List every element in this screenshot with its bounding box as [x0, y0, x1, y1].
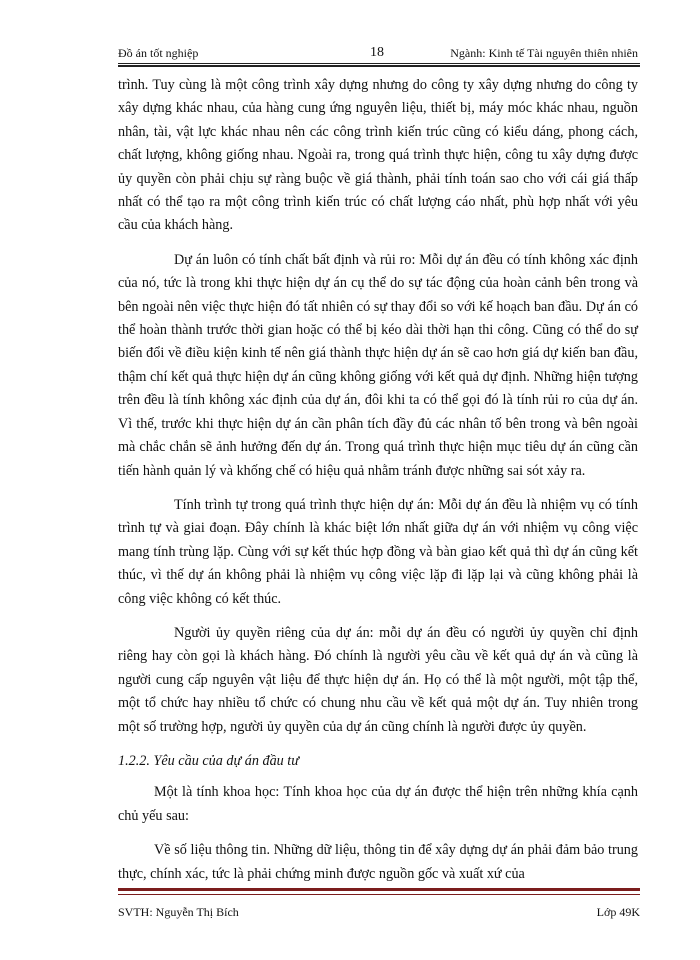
header-rule: [118, 63, 640, 64]
paragraph-4: Người ủy quyền riêng của dự án: mỗi dự án đều có người ủy quyền chỉ định riêng hay còn gọi là khách hàng. Đó chính là người yêu cầu về kết quả dự án và cũng là người cung cấp nguyên vật liệu để thực hiện dự án. Họ có thể là một người, một tập thể, một tổ chức hay nhiều tổ chức có chung nhu cầu về kết quả một dự án. Tuy nhiên trong một số trường hợp, người ủy quyền của dự án cũng chính là người được ủy quyền.: [118, 624, 638, 735]
header-left-text: Đồ án tốt nghiệp: [118, 46, 199, 60]
page-number: 18: [370, 45, 384, 60]
footer-rule-thin: [118, 894, 640, 895]
paragraph-1: trình. Tuy cùng là một công trình xây dựng nhưng do công ty xây dựng nhưng do công ty xây dựng khác nhau, của hàng cung ứng nguyên liệu, thiết bị, máy móc khác nhau, nguồn nhân, tài, vật lực khác nhau nên các công trình kiến trúc cũng có kiểu dáng, phong cách, chất lượng, không giống nhau. Ngoài ra, trong quá trình thực hiện, công tu xây dựng được ủy quyền còn phải chịu sự ràng buộc về giá thành, phải tính toán sao cho với cái giá thấp nhất có thể tạo ra một công trình kiến trúc có chất lượng cáo nhất, phù hợp nhất với yêu cầu của khách hàng.: [118, 77, 638, 234]
paragraph-2: Dự án luôn có tính chất bất định và rủi ro: Mỗi dự án đều có tính không xác định của nó, tức là trong khi thực hiện dự án cụ thể do sự tác động của hoàn cảnh bên trong và bên ngoài nên việc thực hiện đó tất nhiên có sự thay đổi so với kế hoạch ban đầu. Dự án có thể hoàn thành trước thời gian hoặc có thể bị kéo dài thời hạn thi công. Cũng có thể do sự biến đổi về điều kiện kinh tế nên giá thành thực hiện dự án sẽ cao hơn giá dự kiến ban đầu, thậm chí kết quả thực hiện dự án cũng không giống với kết quả dự định. Những hiện tượng trên đều là tính không xác định của dự án, đôi khi ta có thể gọi đó là tính rủi ro của dự án. Vì thế, trước khi thực hiện dự án cần phân tích đầy đủ các nhân tố bên trong và bên ngoài mà chắc chắn sẽ ảnh hưởng đến dự án. Trong quá trình thực hiện mục tiêu dự án cũng cần tiến hành quản lý và khống chế có hiệu quả nhằm tránh được những sai sót xảy ra.: [118, 251, 638, 479]
footer-author: SVTH: Nguyễn Thị Bích: [118, 905, 239, 919]
paragraph-3: Tính trình tự trong quá trình thực hiện dự án: Mỗi dự án đều là nhiệm vụ có tính trình tự và giai đoạn. Đây chính là khác biệt lớn nhất giữa dự án với nhiệm vụ công việc mang tính trùng lặp. Cùng với sự kết thúc hợp đồng và bàn giao kết quả thì dự án cũng kết thúc, vì thế dự án không phải là nhiệm vụ công việc lặp đi lặp lại và cũng không phải là công việc không có kết thúc.: [118, 496, 638, 607]
footer-rule-thick: [118, 888, 640, 891]
header-right-text: Ngành: Kinh tế Tài nguyên thiên nhiên: [450, 46, 638, 60]
footer-class: Lớp 49K: [596, 905, 640, 919]
paragraph-6: Về số liệu thông tin. Những dữ liệu, thông tin để xây dựng dự án phải đảm bảo trung thực, chính xác, tức là phải chứng minh được nguồn gốc và xuất xứ của: [118, 842, 638, 882]
body-content: [118, 74, 638, 897]
section-heading: 1.2.2. Yêu cầu của dự án đầu tư: [118, 752, 299, 769]
header-rule-thick: [118, 65, 640, 67]
paragraph-5: Một là tính khoa học: Tính khoa học của dự án được thể hiện trên những khía cạnh chủ yếu sau:: [118, 784, 638, 824]
